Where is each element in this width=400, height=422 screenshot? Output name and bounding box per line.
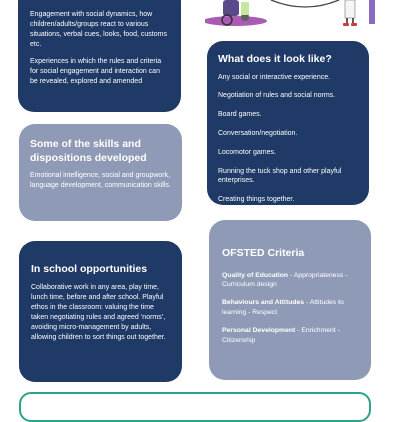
- ofsted-criterion-detail: - Appropriateness - Curriculum design: [222, 271, 348, 289]
- school-title: In school opportunities: [31, 263, 148, 275]
- children-illustration: [205, 0, 375, 28]
- ofsted-criterion: [222, 326, 359, 346]
- ofsted-criterion-label: Quality of Education: [222, 271, 289, 279]
- skills-text: Emotional intelligence, social and groupwork, language development, communication skills.: [30, 172, 171, 190]
- in-school-opportunities-card: [19, 241, 182, 382]
- ofsted-criterion-label: Behaviours and Attitudes: [222, 299, 305, 307]
- look-item: Negotiation of rules and social norms.: [218, 92, 336, 100]
- look-item: Running the tuck shop and other playful enterprises.: [218, 167, 342, 185]
- social-paragraph-2: Experiences in which the rules and criteria for social engagement and interaction can be revealed, explored and amended: [30, 57, 162, 85]
- social-engagement-card: [18, 0, 181, 112]
- social-paragraph-1: Engagement with social dynamics, how children/adults/groups react to various situations, verbal cues, looks, food, customs etc.: [30, 11, 167, 49]
- ofsted-criterion: [222, 298, 359, 318]
- look-item: Creating things together.: [218, 196, 295, 204]
- look-item: Board games.: [218, 111, 262, 119]
- what-it-looks-like-card: [207, 41, 369, 205]
- look-item: Conversation/negotiation.: [218, 130, 298, 138]
- ofsted-criterion: [222, 271, 359, 291]
- look-item: Any social or interactive experience.: [218, 73, 331, 81]
- ofsted-title: OFSTED Criteria: [222, 247, 305, 259]
- ofsted-criterion-label: Personal Development: [222, 327, 296, 335]
- look-item: Locomotor games.: [218, 148, 276, 156]
- school-text: Collaborative work in any area, play time, lunch time, before and after school. Playful ethos in the classroom: valuing the time taken negotiating rules and agreed ‘norms’, avoiding micro-management by adults, allowing children to sort things out together.: [31, 283, 166, 342]
- ofsted-criteria-card: [209, 220, 371, 380]
- ofsted-criterion-detail: - Attitudes to learning - Respect: [222, 299, 344, 317]
- ofsted-criterion-detail: - Enrichment - Citizenship: [222, 327, 340, 344]
- bottom-panel-frame: [19, 392, 371, 422]
- skills-title: Some of the skills and dispositions developed: [30, 138, 147, 164]
- look-title: What does it look like?: [218, 53, 332, 65]
- skills-card: [19, 124, 182, 221]
